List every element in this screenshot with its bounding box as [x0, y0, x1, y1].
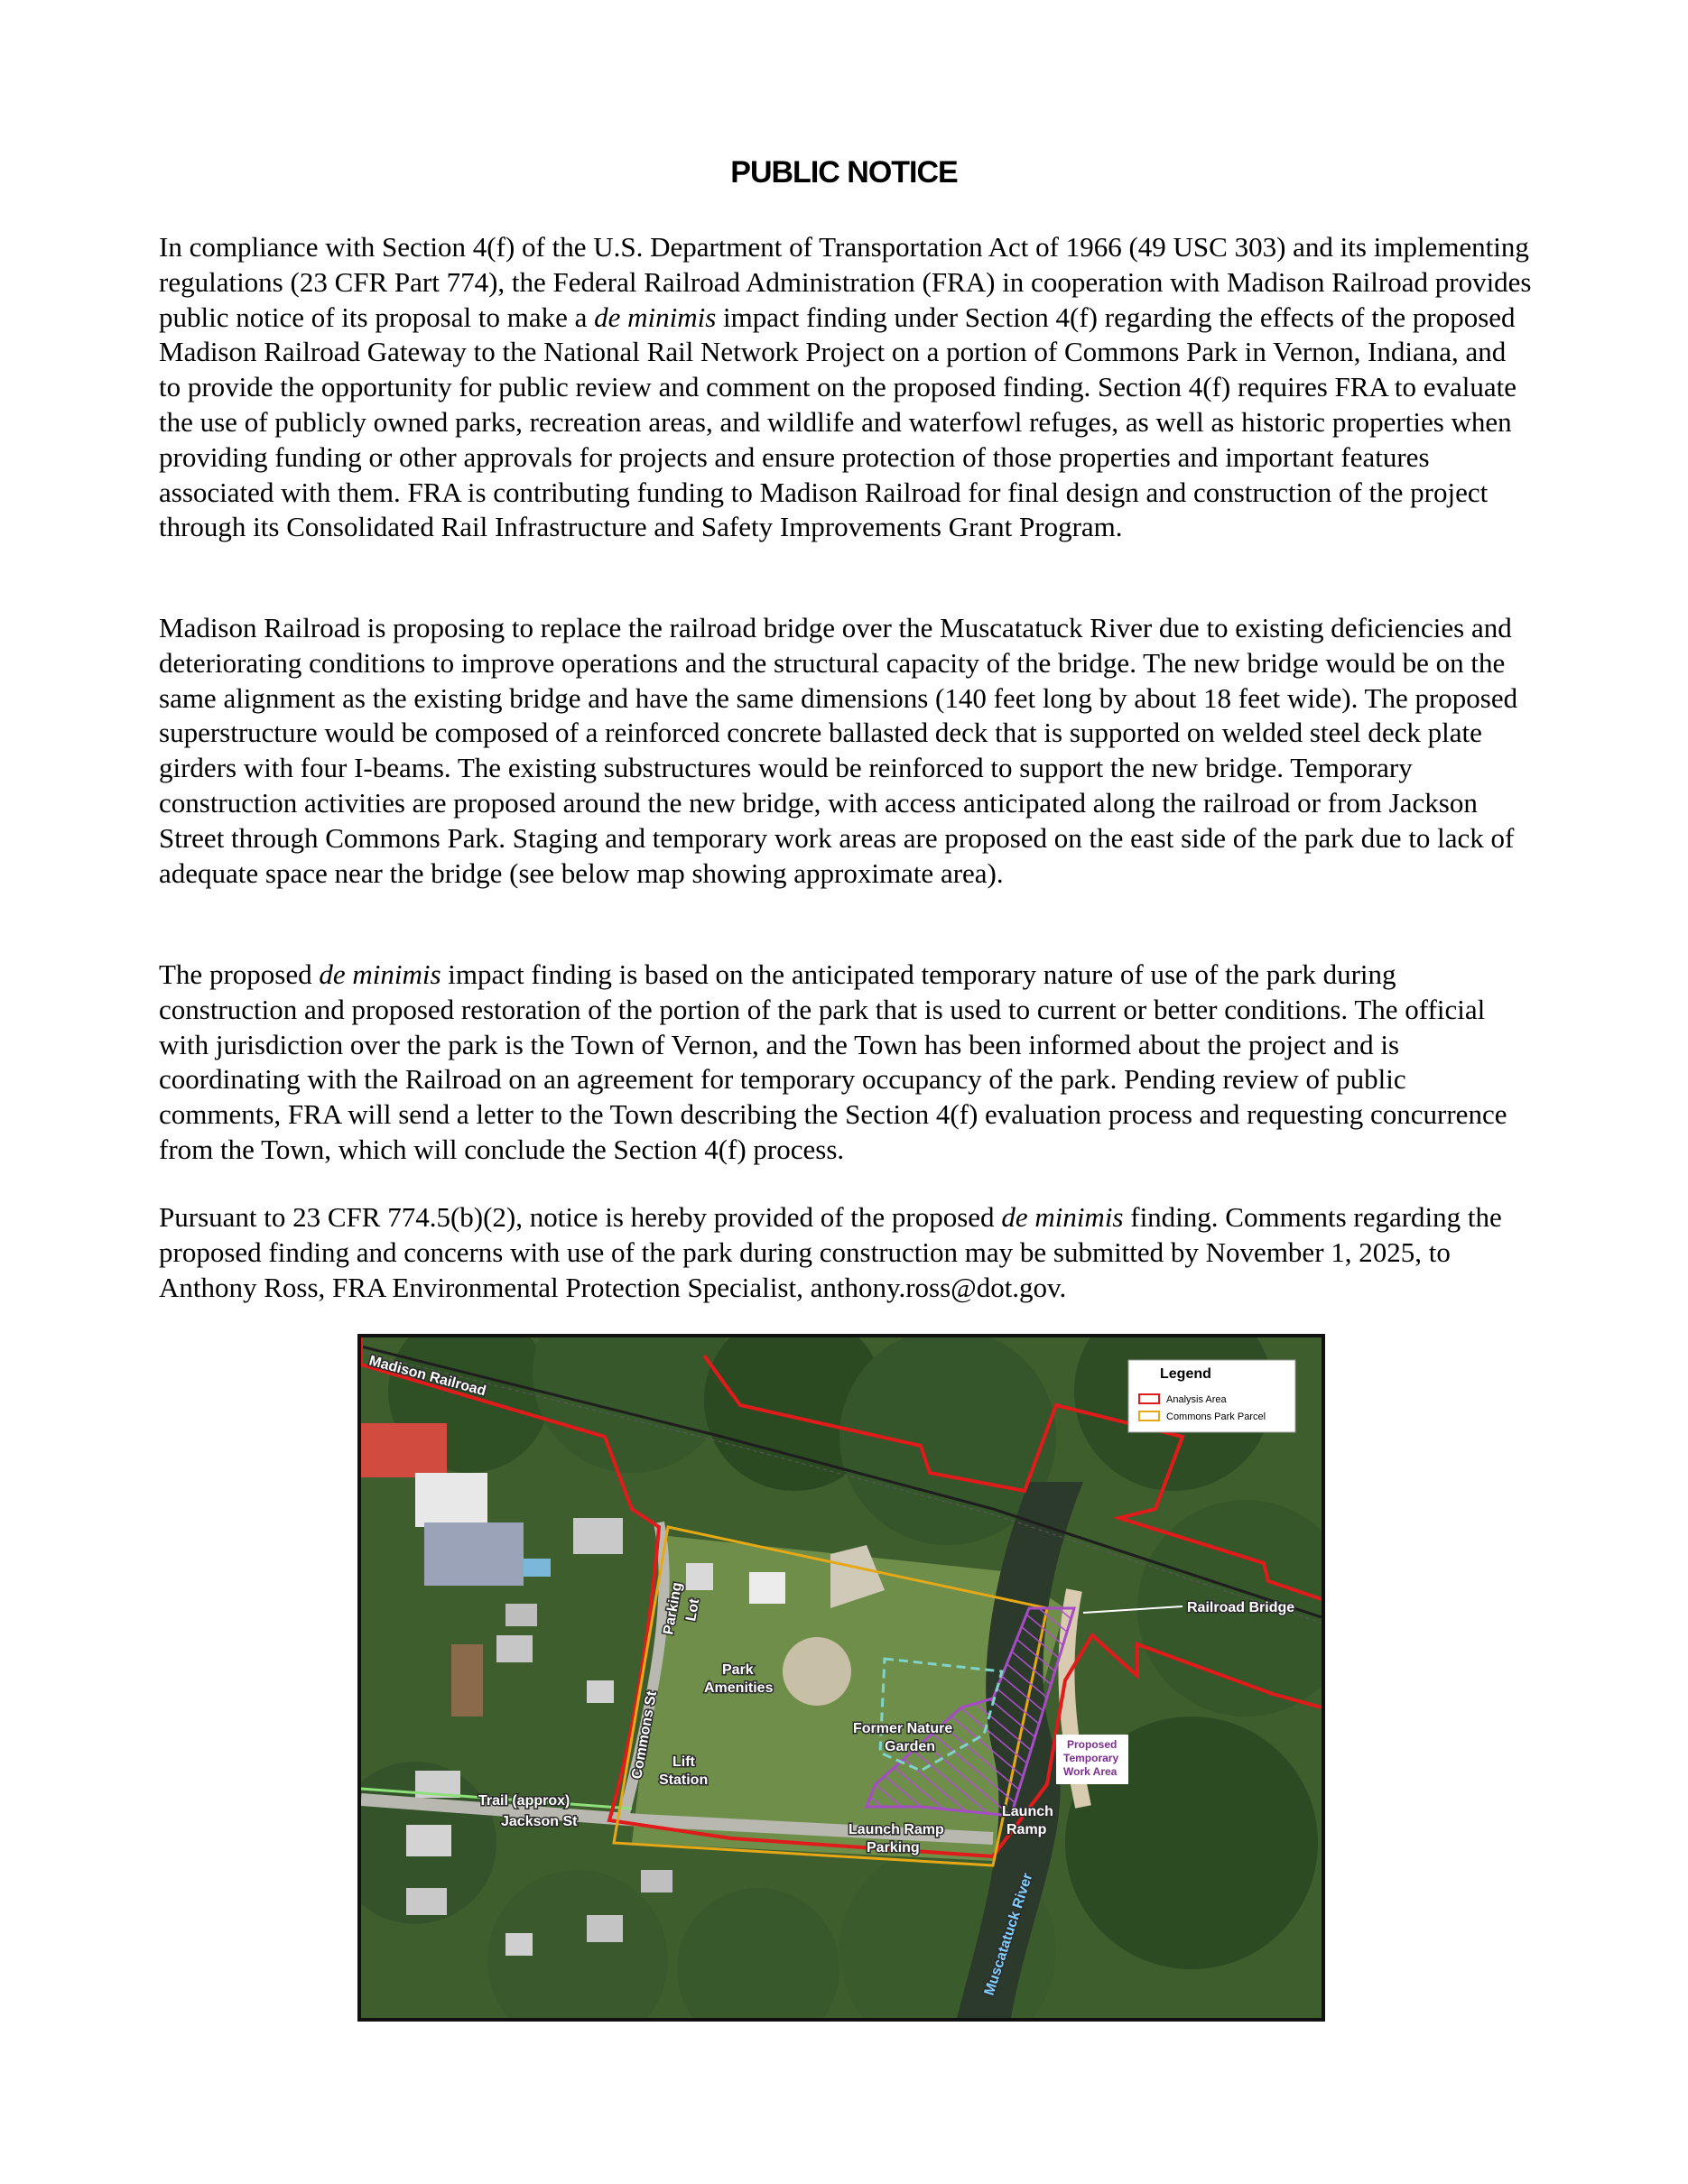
paragraph-compliance	[159, 230, 1533, 545]
map-legend	[1128, 1360, 1295, 1432]
label-station: Station	[659, 1772, 709, 1788]
label-lot: Lot	[683, 1597, 703, 1623]
label-former-nature: Former Nature	[853, 1721, 953, 1736]
label-launch-ramp-parking-1: Launch Ramp	[849, 1822, 944, 1837]
p1-italic: de minimis	[594, 301, 717, 333]
paragraph-finding-basis	[159, 958, 1533, 1168]
p3-italic: de minimis	[319, 958, 441, 990]
label-trail: Trail (approx)	[478, 1793, 570, 1809]
proposed-work-area-callout	[1056, 1735, 1128, 1784]
label-jackson-st: Jackson St	[501, 1814, 578, 1829]
label-railroad-bridge: Railroad Bridge	[1187, 1600, 1295, 1615]
paragraph-project-description: Madison Railroad is proposing to replace the railroad bridge over the Muscatatuck River due to existing deficiencies and deteriorating conditions to improve operations and the structural capacity of the bridge. The new bridge would be on the same alignment as the existing bridge and have the same dimensions (140 feet long by about 18 feet wide). The proposed superstructure would be composed of a reinforced concrete ballasted deck that is supported on welded steel deck plate girders with four I-beams. The existing substructures would be reinforced to support the new bridge. Temporary construction activities are proposed around the new bridge, with access anticipated along the railroad or from Jackson Street through Commons Park. Staging and temporary work areas are proposed on the east side of the park due to lack of adequate space near the bridge (see below map showing approximate area).	[159, 612, 1518, 889]
p1-text-b: impact finding under Section 4(f) regarding the effects of the proposed Madison Railroad Gateway to the National Rail Network Project on a portion of Commons Park in Vernon, Indiana, and to provide the opportunity for public review and comment on the proposed finding. Section 4(f) requires FRA to evaluate the use of publicly owned parks, recreation areas, and wildlife and waterfowl refuges, as well as historic properties when providing funding or other approvals for projects and ensure protection of those properties and important features associated with them. FRA is contributing funding to Madison Railroad for final design and construction of the project through its Consolidated Rail Infrastructure and Safety Improvements Grant Program.	[159, 301, 1517, 543]
label-proposed: Proposed	[1067, 1738, 1118, 1751]
p3-text-b: impact finding is based on the anticipated temporary nature of use of the park during construction and proposed restoration of the portion of the park that is used to current or better conditions. The official with jurisdiction over the park is the Town of Vernon, and the Town has been informed about the project and is coordinating with the Railroad on an agreement for temporary occupancy of the park. Pending review of public comments, FRA will send a letter to the Town describing the Section 4(f) evaluation process and requesting concurrence from the Town, which will conclude the Section 4(f) process.	[159, 958, 1507, 1165]
project-area-map	[357, 1334, 1325, 2022]
label-launch-ramp-parking-2: Parking	[867, 1840, 920, 1855]
legend-analysis-label: Analysis Area	[1166, 1394, 1227, 1405]
map-canvas	[361, 1337, 1322, 2018]
label-work-area: Work Area	[1063, 1765, 1118, 1778]
paragraph-comments	[159, 1200, 1533, 1305]
label-launch: Launch	[1002, 1804, 1053, 1819]
label-garden: Garden	[885, 1739, 936, 1754]
label-amenities: Amenities	[704, 1680, 774, 1696]
p4-text-b: finding. Comments regarding the proposed finding and concerns with use of the park during construction may be submitted by November 1, 2025, to Anthony Ross, FRA Environmental Protection Specialist, anthony.ross@dot.gov.	[159, 1201, 1502, 1303]
p4-italic: de minimis	[1001, 1201, 1124, 1233]
label-commons-st: Commons St	[629, 1689, 661, 1781]
label-ramp: Ramp	[1006, 1822, 1047, 1837]
label-lift: Lift	[672, 1754, 695, 1770]
park-pavilion-pad	[783, 1637, 851, 1706]
label-parking: Parking	[661, 1580, 686, 1636]
label-temporary: Temporary	[1063, 1752, 1119, 1764]
label-park: Park	[722, 1662, 754, 1678]
page-title: PUBLIC NOTICE	[730, 155, 958, 190]
p4-text-a: Pursuant to 23 CFR 774.5(b)(2), notice is hereby provided of the proposed	[159, 1201, 1002, 1233]
p3-text-a: The proposed	[159, 958, 320, 990]
label-river: Muscatatuck River	[981, 1871, 1036, 1998]
label-madison-railroad: Madison Railroad	[366, 1353, 488, 1400]
legend-title: Legend	[1160, 1366, 1211, 1382]
p1-text-a: In compliance with Section 4(f) of the U.S. Department of Transportation Act of 1966 (49 USC 303) and its implementing regulations (23 CFR Part 774), the Federal Railroad Administration (FRA) in cooperation with Madison Railroad provides public notice of its proposal to make a	[159, 231, 1532, 333]
legend-parcel-label: Commons Park Parcel	[1166, 1411, 1266, 1422]
